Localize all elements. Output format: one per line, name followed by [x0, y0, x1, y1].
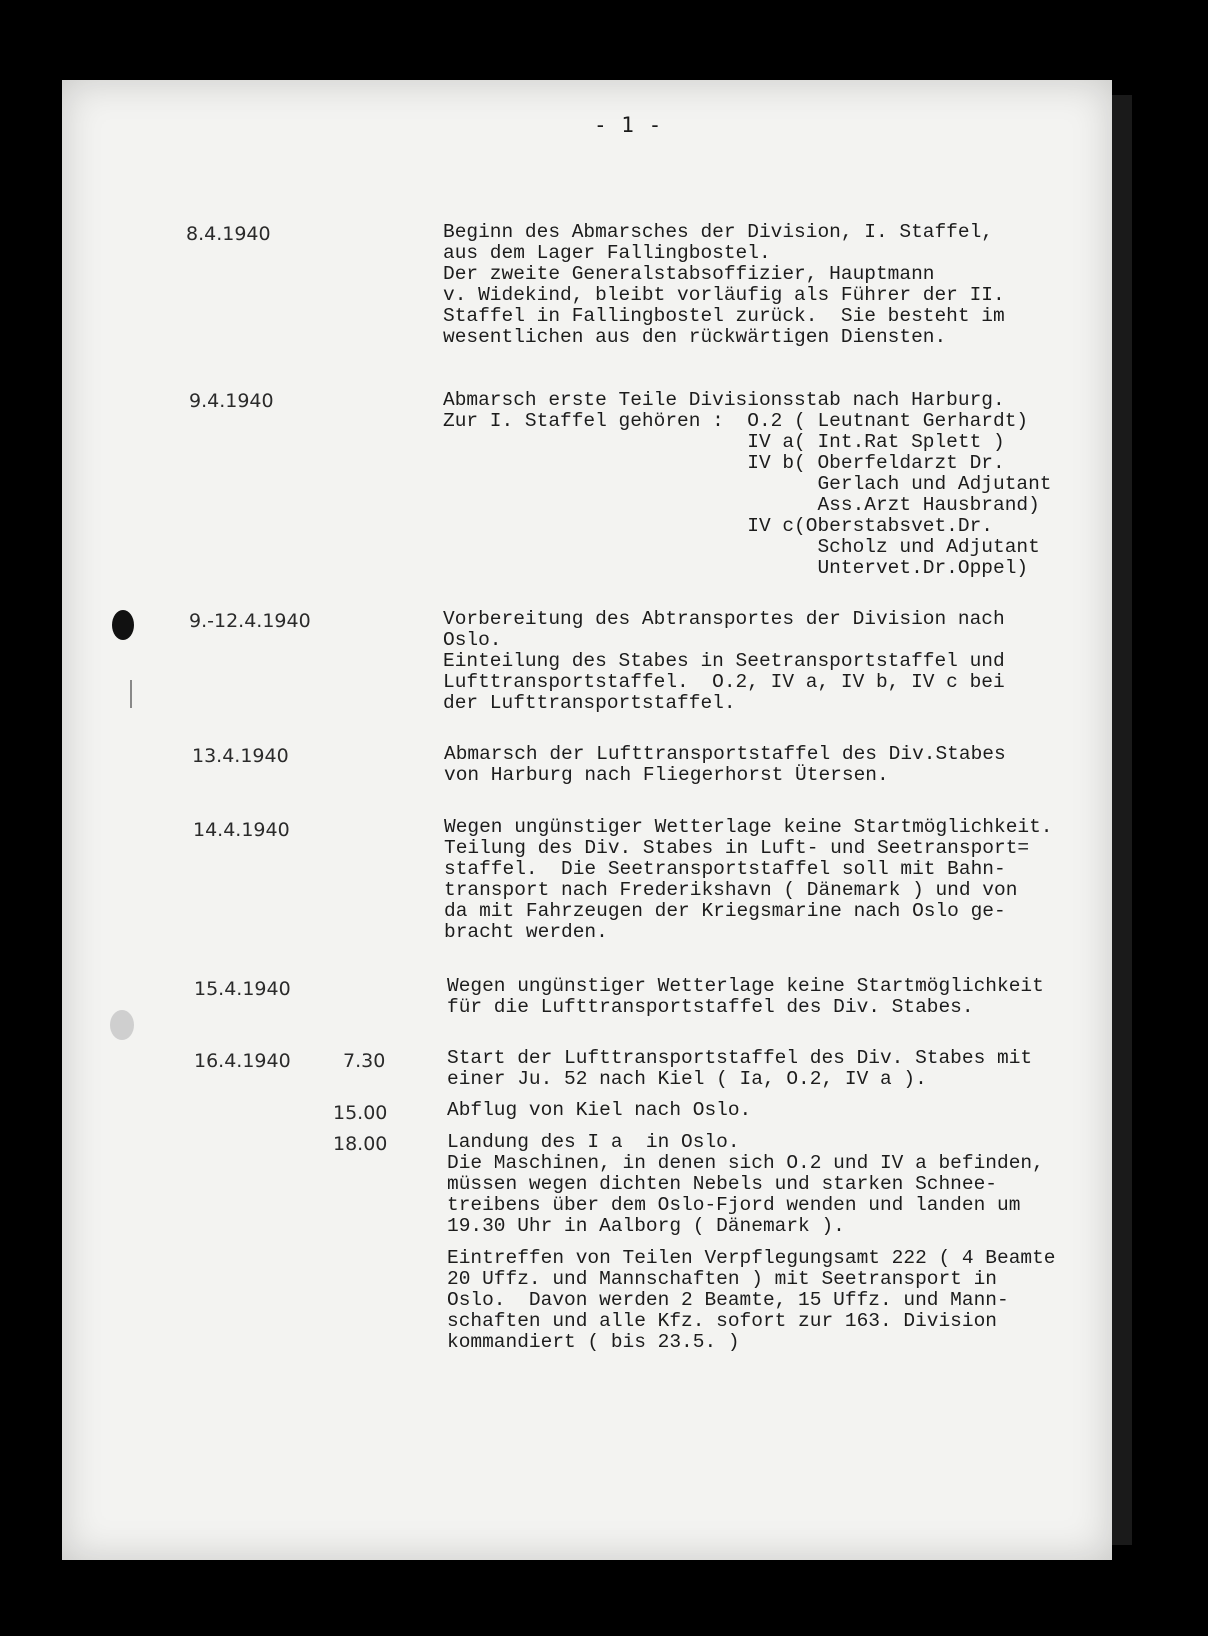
entry-time: 15.00	[333, 1102, 388, 1124]
entry-line: Scholz und Adjutant	[443, 536, 1040, 558]
punch-hole-mark	[112, 610, 134, 640]
entry-line: der Lufttransportstaffel.	[443, 692, 736, 714]
entry-line: Wegen ungünstiger Wetterlage keine Startmöglichkeit.	[444, 816, 1053, 838]
entry-line: 20 Uffz. und Mannschaften ) mit Seetransport in	[447, 1268, 997, 1290]
entry-date: 9.-12.4.1940	[189, 610, 311, 632]
entry-line: kommandiert ( bis 23.5. )	[447, 1331, 740, 1353]
entry-line: IV b( Oberfeldarzt Dr.	[443, 452, 1005, 474]
entry-line: Der zweite Generalstabsoffizier, Hauptmann	[443, 263, 935, 285]
entry-line: Abmarsch der Lufttransportstaffel des Div.Stabes	[444, 743, 1006, 765]
entry-line: Oslo.	[443, 629, 502, 651]
entry-line: treibens über dem Oslo-Fjord wenden und landen um	[447, 1194, 1021, 1216]
entry-line: Wegen ungünstiger Wetterlage keine Startmöglichkeit	[447, 975, 1044, 997]
entry-line: wesentlichen aus den rückwärtigen Diensten.	[443, 326, 947, 348]
entry-line: Zur I. Staffel gehören : O.2 ( Leutnant Gerhardt)	[443, 410, 1029, 432]
punch-hole-mark	[110, 1010, 134, 1040]
entry-line: Abflug von Kiel nach Oslo.	[447, 1099, 752, 1121]
entry-line: für die Lufttransportstaffel des Div. Stabes.	[447, 996, 974, 1018]
entry-line: Einteilung des Stabes in Seetransportstaffel und	[443, 650, 1005, 672]
entry-line: staffel. Die Seetransportstaffel soll mit Bahn-	[444, 858, 1006, 880]
entry-line: Staffel in Fallingbostel zurück. Sie besteht im	[443, 305, 1005, 327]
entry-date: 8.4.1940	[186, 223, 271, 245]
entry-line: schaften und alle Kfz. sofort zur 163. Division	[447, 1310, 997, 1332]
entry-line: Untervet.Dr.Oppel)	[443, 557, 1029, 579]
entry-line: Start der Lufttransportstaffel des Div. Stabes mit	[447, 1047, 1033, 1069]
entry-line: Landung des I a in Oslo.	[447, 1131, 740, 1153]
entry-line: transport nach Frederikshavn ( Dänemark ) und von	[444, 879, 1018, 901]
page-number: - 1 -	[594, 113, 663, 137]
entry-line: Beginn des Abmarsches der Division, I. Staffel,	[443, 221, 993, 243]
entry-line: Vorbereitung des Abtransportes der Division nach	[443, 608, 1005, 630]
entry-line: Die Maschinen, in denen sich O.2 und IV a befinden,	[447, 1152, 1044, 1174]
entry-line: 19.30 Uhr in Aalborg ( Dänemark ).	[447, 1215, 845, 1237]
entry-date: 9.4.1940	[189, 390, 274, 412]
entry-line: bracht werden.	[444, 921, 608, 943]
entry-line: v. Widekind, bleibt vorläufig als Führer der II.	[443, 284, 1005, 306]
entry-line: Eintreffen von Teilen Verpflegungsamt 222 ( 4 Beamte	[447, 1247, 1056, 1269]
entry-line: Teilung des Div. Stabes in Luft- und Seetransport=	[444, 837, 1030, 859]
film-shadow-right	[1112, 95, 1132, 1545]
entry-line: müssen wegen dichten Nebels und starken Schnee-	[447, 1173, 997, 1195]
entry-line: Ass.Arzt Hausbrand)	[443, 494, 1040, 516]
entry-date: 14.4.1940	[193, 819, 290, 841]
entry-date: 15.4.1940	[194, 978, 291, 1000]
entry-line: Oslo. Davon werden 2 Beamte, 15 Uffz. und Mann-	[447, 1289, 1009, 1311]
entry-line: Abmarsch erste Teile Divisionsstab nach Harburg.	[443, 389, 1005, 411]
entry-line: IV c(Oberstabsvet.Dr.	[443, 515, 993, 537]
entry-line: da mit Fahrzeugen der Kriegsmarine nach Oslo ge-	[444, 900, 1006, 922]
entry-line: Gerlach und Adjutant	[443, 473, 1052, 495]
entry-time: 18.00	[333, 1133, 388, 1155]
scan-line	[130, 680, 132, 708]
entry-line: IV a( Int.Rat Splett )	[443, 431, 1005, 453]
entry-line: aus dem Lager Fallingbostel.	[443, 242, 771, 264]
entry-date: 16.4.1940	[194, 1050, 291, 1072]
entry-line: Lufttransportstaffel. O.2, IV a, IV b, IV c bei	[443, 671, 1005, 693]
entry-line: einer Ju. 52 nach Kiel ( Ia, O.2, IV a ).	[447, 1068, 927, 1090]
entry-date: 13.4.1940	[192, 745, 289, 767]
entry-time: 7.30	[343, 1050, 386, 1072]
entry-line: von Harburg nach Fliegerhorst Ütersen.	[444, 764, 889, 786]
